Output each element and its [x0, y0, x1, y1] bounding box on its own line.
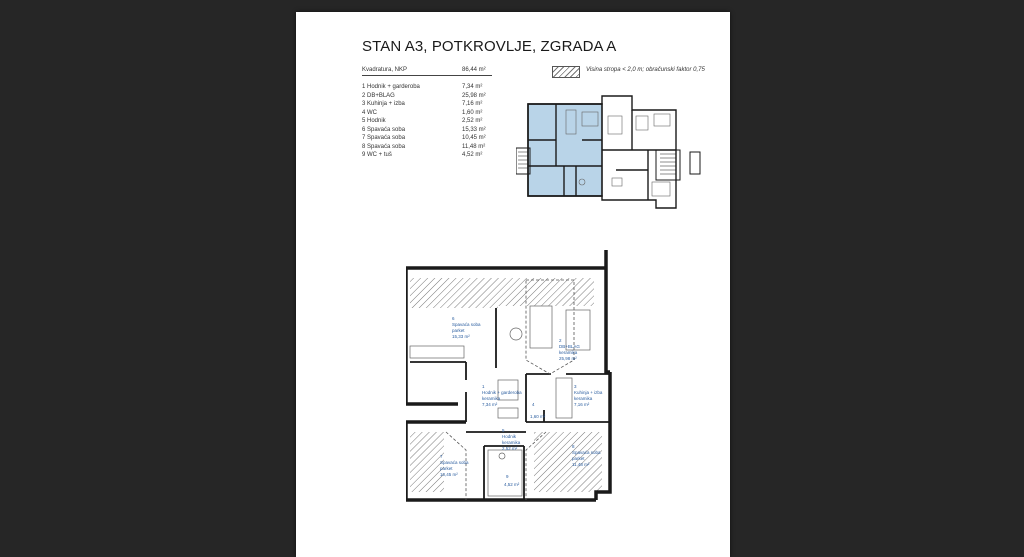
- apartment-highlight: [528, 104, 602, 196]
- room-value: 4,52 m²: [462, 152, 483, 158]
- room-8-area: 11,48 m²: [572, 462, 590, 467]
- low-ceiling-zone: [498, 278, 594, 306]
- room-6-name: Spavaća soba: [452, 322, 481, 327]
- room-2-floor: keramika: [559, 350, 578, 355]
- room-9-area: 4,52 m²: [504, 482, 520, 487]
- room-value: 2,52 m²: [462, 118, 483, 124]
- room-row: [362, 100, 492, 109]
- room-row: [362, 109, 492, 118]
- room-row: [362, 83, 492, 92]
- area-summary-value: 86,44 m²: [462, 67, 486, 73]
- room-label: 1 Hodnik + garderoba: [362, 84, 420, 90]
- room-5-name: Hodnik: [502, 434, 517, 439]
- low-ceiling-zone: [410, 432, 444, 492]
- room-3-area: 7,16 m²: [574, 402, 590, 407]
- low-ceiling-zone: [410, 278, 498, 308]
- room-5-number: 5: [502, 428, 505, 433]
- room-1-area: 7,34 m²: [482, 402, 498, 407]
- room-3-name: Kuhinja + izba: [574, 390, 603, 395]
- room-row: [362, 92, 492, 101]
- room-2-name: DB+BLAG: [559, 344, 580, 349]
- area-table: [362, 66, 492, 160]
- hatch-legend-text: Visina stropa < 2,0 m; obračunski faktor 0,75: [586, 67, 705, 73]
- area-summary-row: [362, 66, 492, 76]
- room-row: [362, 126, 492, 135]
- room-label: 5 Hodnik: [362, 118, 386, 124]
- room-7-number: 7: [440, 454, 443, 459]
- hatch-legend-swatch: [552, 66, 580, 78]
- room-value: 10,45 m²: [462, 135, 486, 141]
- room-3-floor: keramika: [574, 396, 593, 401]
- area-summary-label: Kvadratura, NKP: [362, 67, 408, 73]
- room-1-name: Hodnik + garderoba: [482, 390, 522, 395]
- room-8-name: Spavaća soba: [572, 450, 601, 455]
- floor-plan: [406, 250, 616, 505]
- room-label: 7 Spavaća soba: [362, 135, 406, 141]
- room-value: 15,33 m²: [462, 126, 486, 133]
- room-9-number: 9: [506, 474, 509, 479]
- room-2-number: 2: [559, 338, 562, 343]
- room-4-area: 1,60 m²: [530, 414, 546, 419]
- low-ceiling-zone: [534, 432, 602, 492]
- page-title: STAN A3, POTKROVLJE, ZGRADA A: [362, 38, 617, 55]
- room-5-floor: keramika: [502, 440, 521, 445]
- room-label: 8 Spavaća soba: [362, 143, 406, 150]
- room-5-area: 2,52 m²: [502, 446, 518, 451]
- room-value: 7,16 m²: [462, 101, 483, 107]
- document-page: [296, 12, 730, 557]
- room-6-area: 15,33 m²: [452, 334, 470, 339]
- room-6-number: 6: [452, 316, 455, 321]
- room-value: 7,34 m²: [462, 84, 483, 90]
- room-value: 11,48 m²: [462, 143, 486, 150]
- room-row: [362, 117, 492, 126]
- room-label: 3 Kuhinja + izba: [362, 101, 405, 107]
- room-label: 4 WC: [362, 109, 377, 116]
- room-value: 25,98 m²: [462, 92, 486, 99]
- room-1-number: 1: [482, 384, 485, 389]
- room-label: 6 Spavaća soba: [362, 126, 406, 133]
- room-3-number: 3: [574, 384, 577, 389]
- room-row: [362, 143, 492, 152]
- room-4-number: 4: [532, 402, 535, 407]
- room-7-name: Spavaća soba: [440, 460, 469, 465]
- room-row: [362, 151, 492, 160]
- room-7-floor: parket: [440, 466, 453, 471]
- room-label: 2 DB+BLAG: [362, 92, 395, 99]
- room-8-number: 8: [572, 444, 575, 449]
- room-7-area: 10,45 m²: [440, 472, 458, 477]
- room-label: 9 WC + tuš: [362, 152, 392, 158]
- key-plan: [516, 90, 711, 216]
- room-2-area: 25,98 m²: [559, 356, 577, 361]
- room-1-floor: keramika: [482, 396, 501, 401]
- room-8-floor: parket: [572, 456, 585, 461]
- room-value: 1,60 m²: [462, 109, 483, 116]
- room-6-floor: parket: [452, 328, 465, 333]
- room-row: [362, 134, 492, 143]
